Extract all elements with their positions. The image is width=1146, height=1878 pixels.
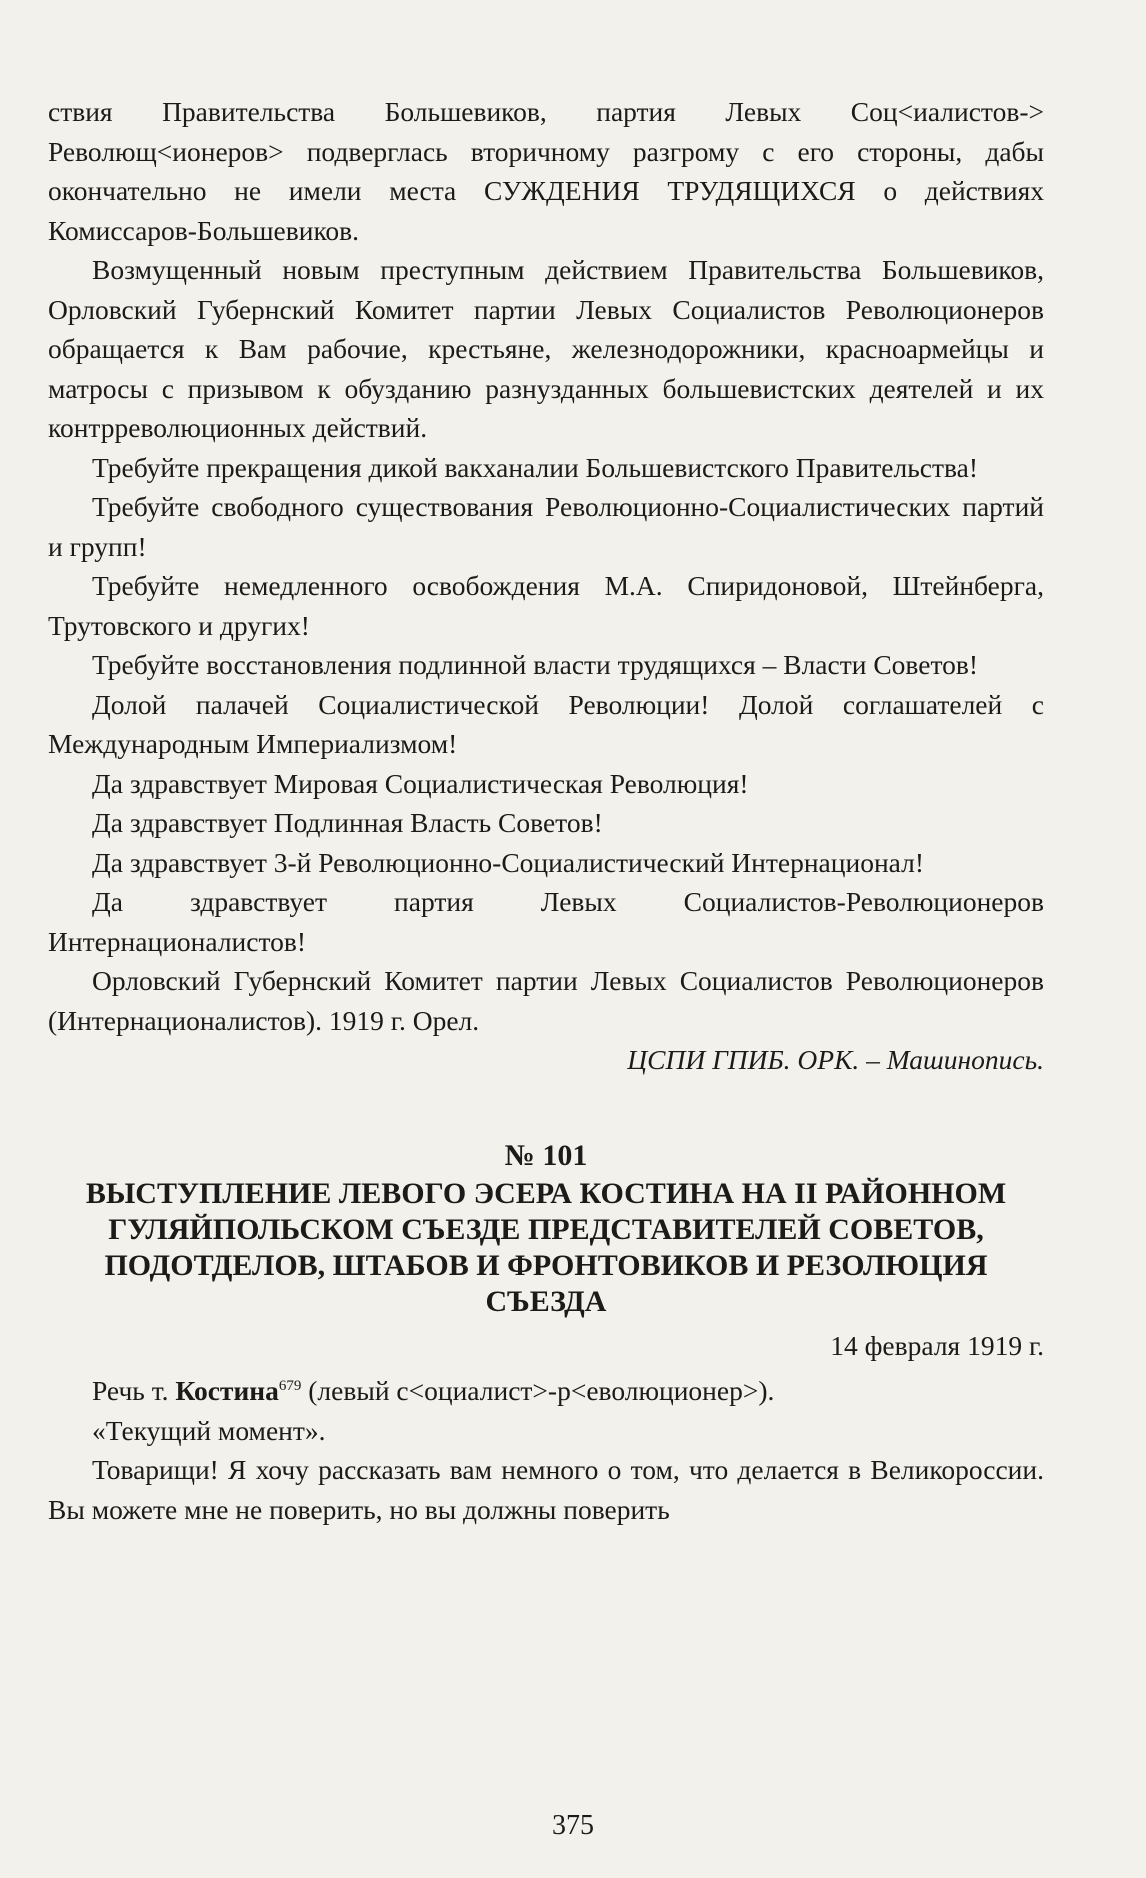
- paragraph: Требуйте восстановления подлинной власти трудящихся – Власти Советов!: [92, 649, 979, 680]
- paragraph: Возмущенный новым преступным действием Правительства Большевиков, Орловский Губернский Комитет партии Левых Социалистов Революционеров обращается к Вам рабочие, крестьяне, железнодорожники, красноармейцы и матросы с призывом к обузданию разнузданных большевистских деятелей и их контрреволюционных действий.: [48, 254, 1044, 443]
- paragraph: Да здравствует 3-й Революционно-Социалистический Интернационал!: [92, 846, 924, 878]
- page-number: 375: [552, 1810, 594, 1841]
- paragraph: Орловский Губернский Комитет партии Левых Социалистов Революционеров (Интернационалистов). 1919 г. Орел.: [48, 965, 1044, 1036]
- document-title: ВЫСТУПЛЕНИЕ ЛЕВОГО ЭСЕРА КОСТИНА НА II РАЙОННОМ ГУЛЯЙПОЛЬСКОМ СЪЕЗДЕ ПРЕДСТАВИТЕЛЕЙ СОВЕТОВ, ПОДОТДЕЛОВ, ШТАБОВ И ФРОНТОВИКОВ И РЕЗОЛЮЦИЯ СЪЕЗДА: [85, 1176, 1007, 1318]
- speech-opening: Товарищи! Я хочу рассказать вам немного о том, что делается в Великороссии. Вы можете мне не поверить, но вы должны поверить: [48, 1454, 1044, 1525]
- source-note: ЦСПИ ГПИБ. ОРК. – Машинопись.: [627, 1044, 1044, 1075]
- speech-topic: «Текущий момент».: [92, 1414, 326, 1446]
- speech-intro-suffix: (левый с<оциалист>-р<еволюционер>).: [301, 1375, 775, 1406]
- document-date: 14 февраля 1919 г.: [830, 1329, 1044, 1361]
- paragraph: Да здравствует Подлинная Власть Советов!: [92, 807, 603, 838]
- page-body: [48, 92, 1044, 1529]
- paragraph: Да здравствует партия Левых Социалистов-Революционеров Интернационалистов!: [48, 886, 1044, 957]
- paragraph: Требуйте немедленного освобождения М.А. Спиридоновой, Штейнберга, Трутовского и других!: [48, 570, 1044, 641]
- paragraph: Требуйте прекращения дикой вакханалии Большевистского Правительства!: [92, 451, 978, 483]
- paragraph: Долой палачей Социалистической Революции! Долой соглашателей с Международным Империализмом!: [48, 688, 1044, 759]
- paragraph: ствия Правительства Большевиков, партия Левых Соц<иалистов-> Револющ<ионеров> подверглась вторичному разгрому с его стороны, дабы окончательно не имели места СУЖДЕНИЯ ТРУДЯЩИХСЯ о действиях Комиссаров-Большевиков.: [48, 96, 1044, 246]
- paragraph: Требуйте свободного существования Революционно-Социалистических партий и групп!: [48, 491, 1044, 562]
- paragraph: Да здравствует Мировая Социалистическая Революция!: [92, 767, 749, 799]
- document-number: № 101: [504, 1138, 588, 1172]
- speech-intro-prefix: Речь т.: [92, 1375, 176, 1406]
- speaker-name: Костина: [175, 1375, 279, 1406]
- speech-intro: [48, 1371, 1044, 1411]
- footnote-ref[interactable]: 679: [278, 1377, 302, 1394]
